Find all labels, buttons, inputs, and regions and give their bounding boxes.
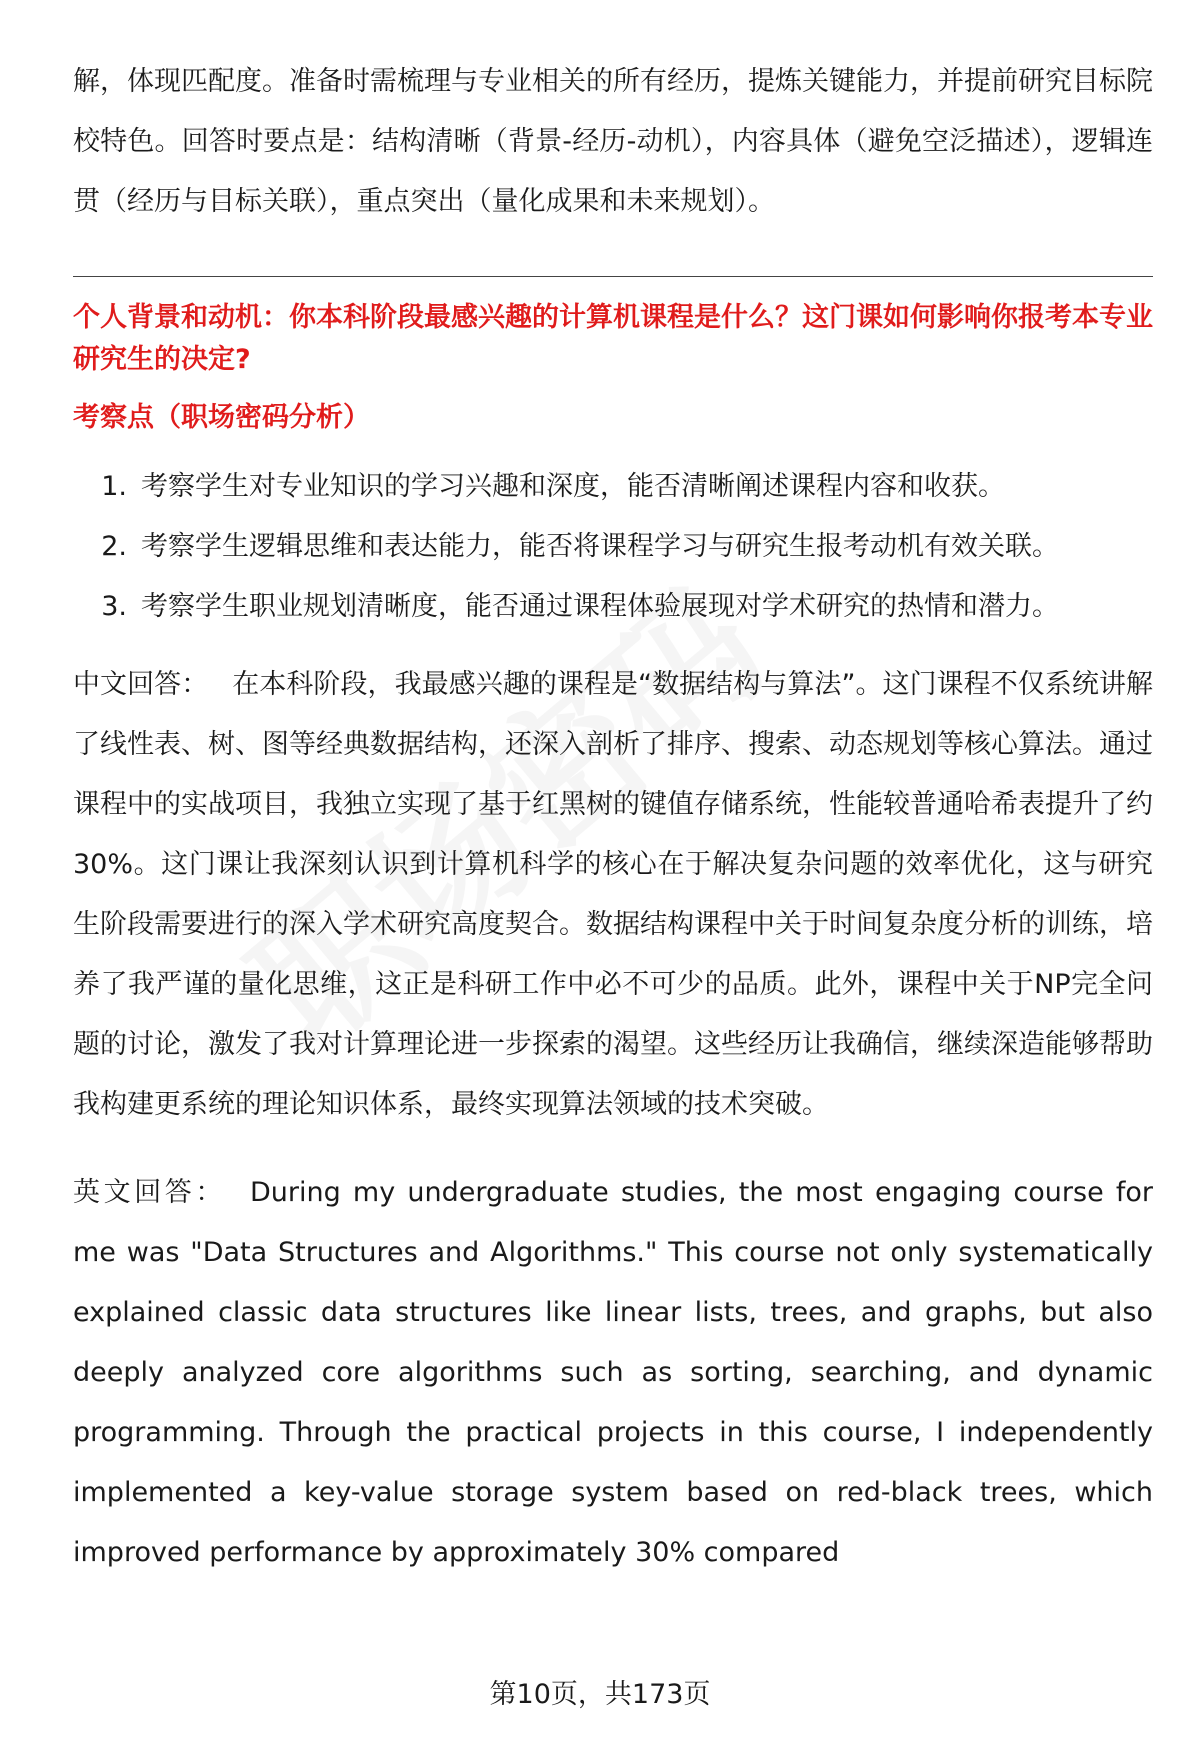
chinese-answer-text: 在本科阶段，我最感兴趣的课程是“数据结构与算法”。这门课程不仅系统讲解了线性表、树、图等经典数据结构，还深入剖析了排序、搜索、动态规划等核心算法。通过课程中的实战项目，我独立实现了基于红黑树的键值存储系统，性能较普通哈希表提升了约30%。这门课让我深刻认识到计算机科学的核心在于解决复杂问题的效率优化，这与研究生阶段需要进行的深入学术研究高度契合。数据结构课程中关于时间复杂度分析的训练，培养了我严谨的量化思维，这正是科研工作中必不可少的品质。此外，课程中关于NP完全问题的讨论，激发了我对计算理论进一步探索的渴望。这些经历让我确信，继续深造能够帮助我构建更系统的理论知识体系，最终实现算法领域的技术突破。: [73, 669, 1153, 1120]
list-item-number: 2.: [101, 531, 127, 562]
chinese-answer: [73, 655, 1153, 1135]
list-item-number: 3.: [101, 591, 127, 622]
question-subtitle: 考察点（职场密码分析）: [73, 402, 370, 433]
page-footer: 第10页，共173页: [489, 1679, 711, 1710]
english-answer: [73, 1163, 1153, 1583]
document-page: [73, 52, 1153, 1611]
assessment-points-list: [73, 457, 1153, 637]
list-item: [73, 457, 1153, 517]
list-item: [73, 577, 1153, 637]
question-title: 个人背景和动机：你本科阶段最感兴趣的计算机课程是什么？这门课如何影响你报考本专业研究生的决定?: [73, 302, 1153, 375]
english-answer-label: 英文回答：: [73, 1177, 226, 1208]
list-item-text: 考察学生职业规划清晰度，能否通过课程体验展现对学术研究的热情和潜力。: [141, 591, 1059, 622]
english-answer-text: During my undergraduate studies, the most engaging course for me was "Data Structures and Algorithms." This course not only systematically explained classic data structures like linear lists, trees, and graphs, but also deeply analyzed core algorithms such as sorting, searching, and dynamic programming. Through the practical projects in this course, I independently implemented a key-value storage system based on red-black trees, which improved performance by approximately 30% compared: [73, 1177, 1153, 1568]
list-item-text: 考察学生对专业知识的学习兴趣和深度，能否清晰阐述课程内容和收获。: [141, 471, 1005, 502]
list-item-text: 考察学生逻辑思维和表达能力，能否将课程学习与研究生报考动机有效关联。: [141, 531, 1059, 562]
list-item: [73, 517, 1153, 577]
chinese-answer-label: 中文回答：: [73, 669, 209, 700]
intro-paragraph: 解，体现匹配度。准备时需梳理与专业相关的所有经历，提炼关键能力，并提前研究目标院校特色。回答时要点是：结构清晰（背景-经历-动机），内容具体（避免空泛描述），逻辑连贯（经历与目标关联），重点突出（量化成果和未来规划）。: [73, 66, 1153, 217]
section-divider: [73, 276, 1153, 277]
list-item-number: 1.: [101, 471, 127, 502]
